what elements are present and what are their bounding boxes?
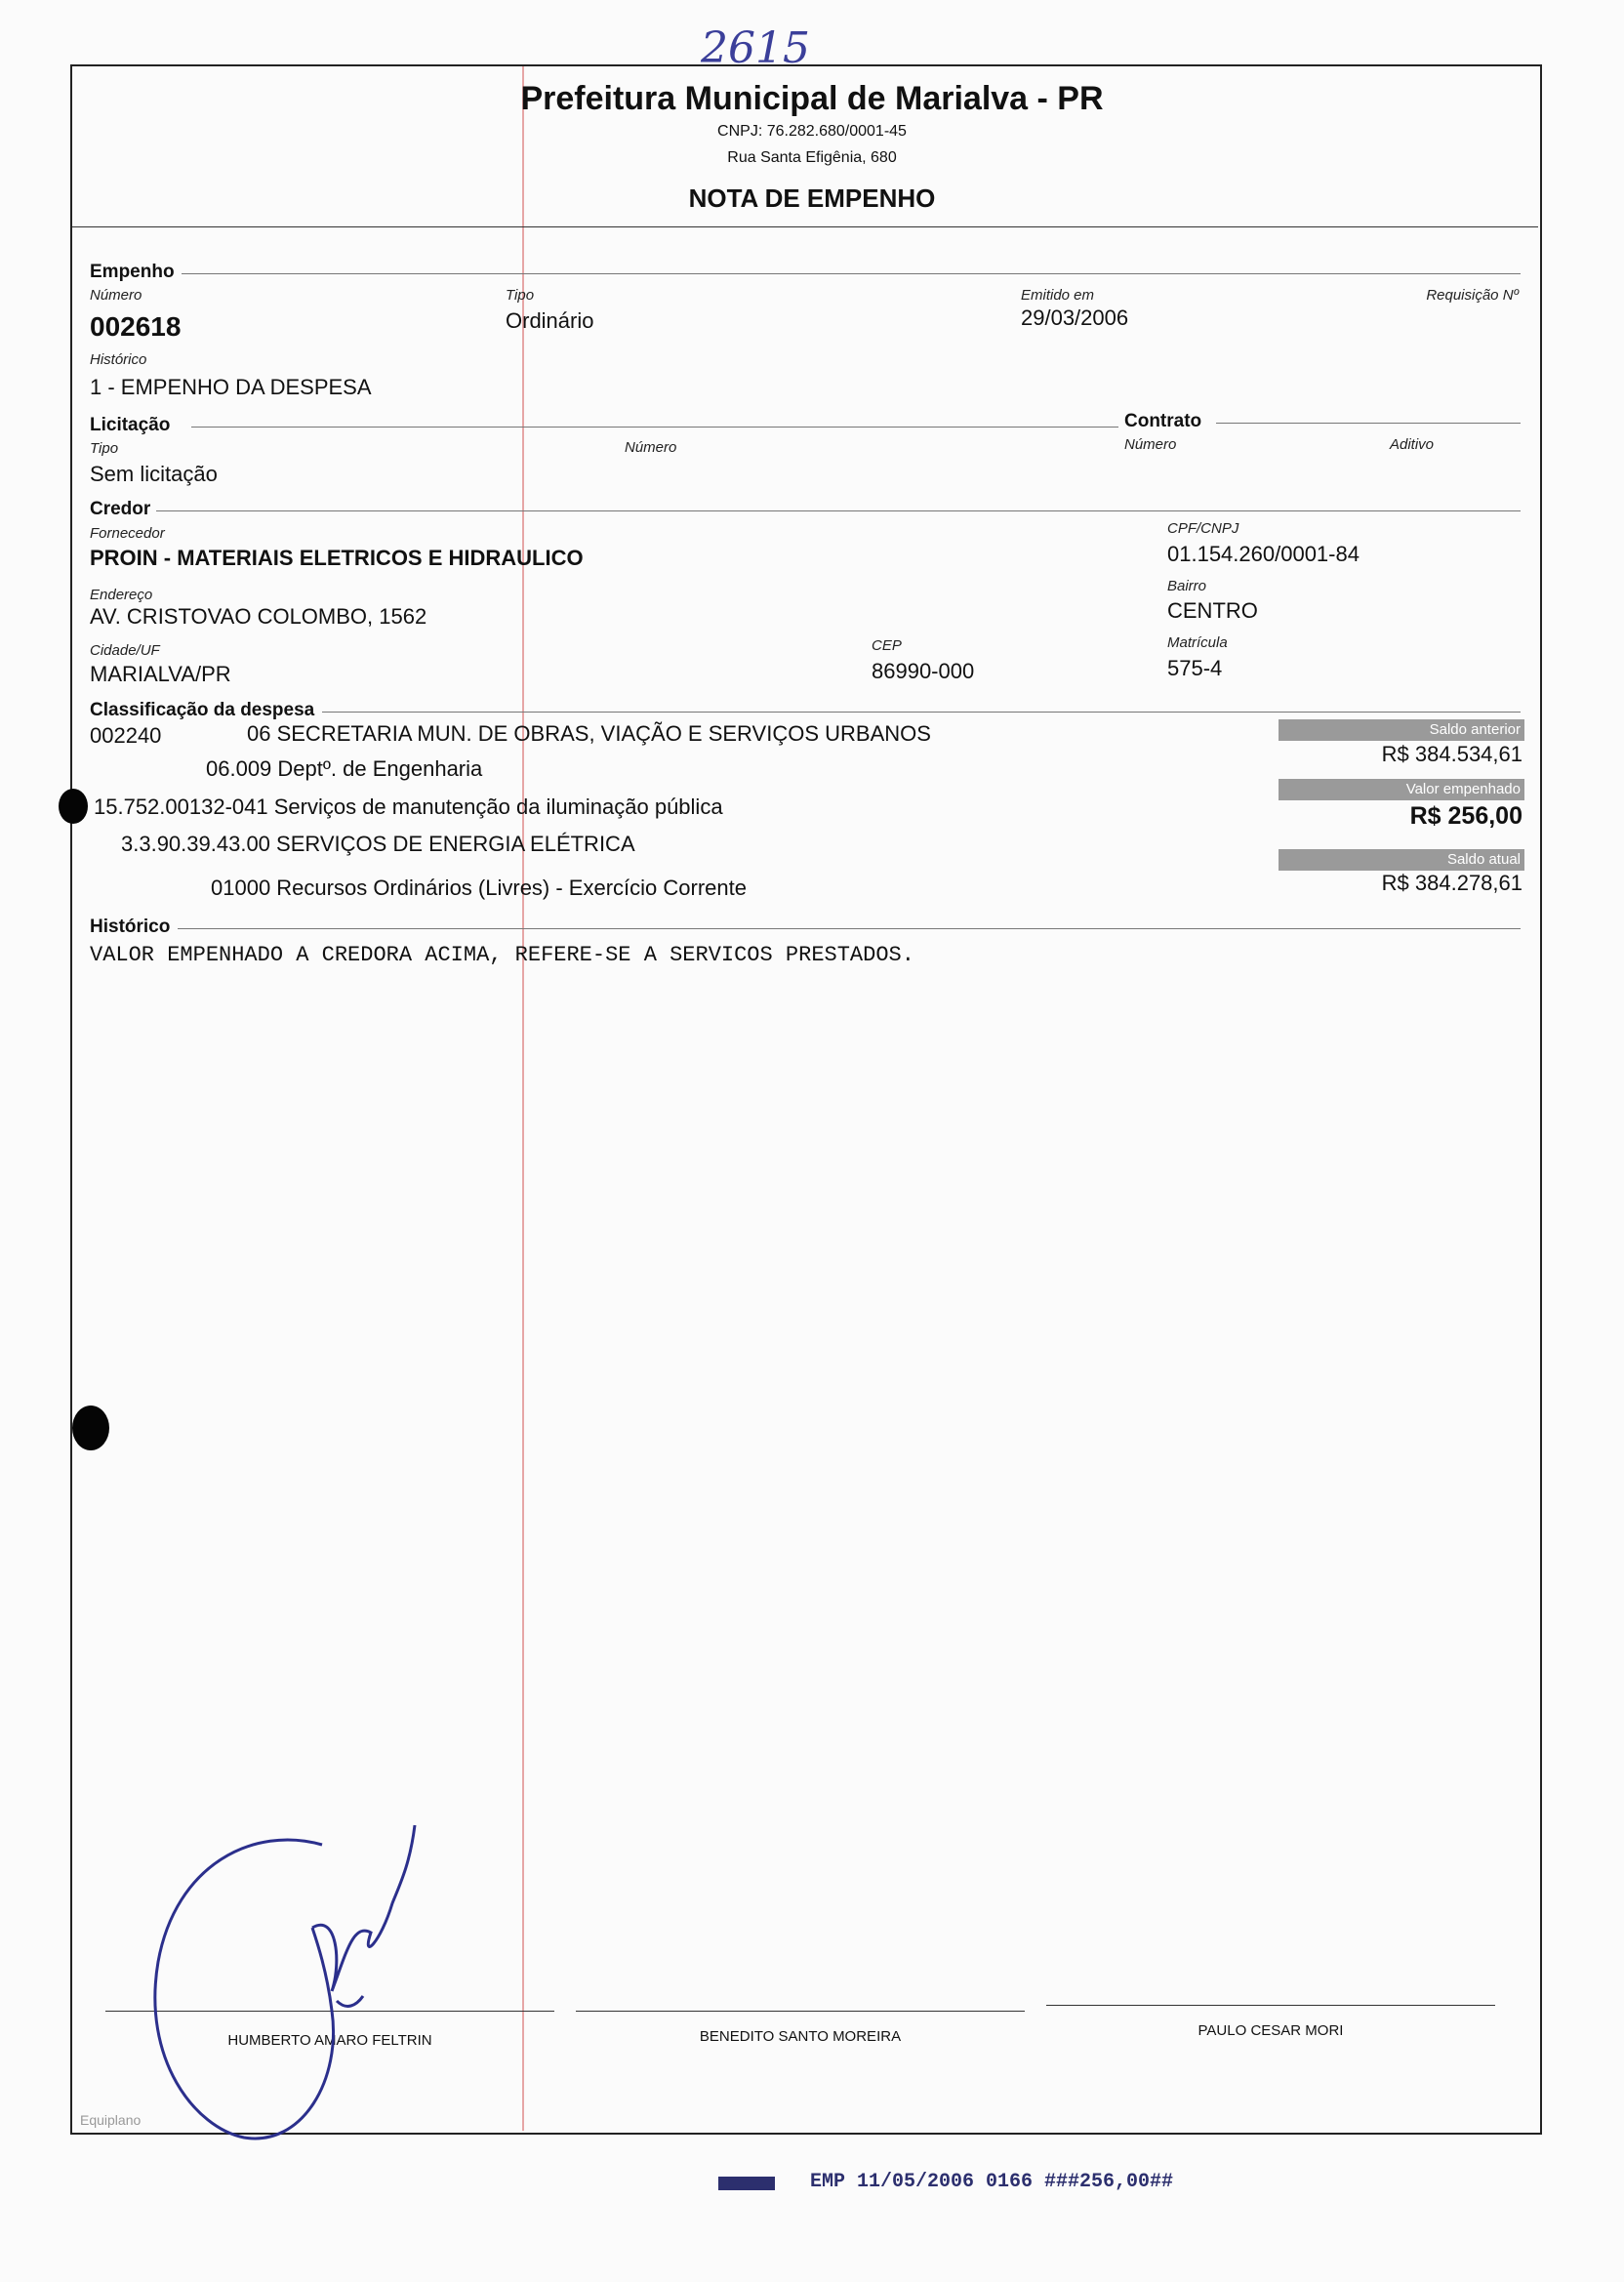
handwritten-signature xyxy=(137,1806,468,2167)
empenho-tipo: Ordinário xyxy=(506,308,594,333)
endereco-label: Endereço xyxy=(90,587,153,603)
signatory-2: BENEDITO SANTO MOREIRA xyxy=(699,2028,902,2045)
section-historico: Histórico xyxy=(90,917,171,937)
emitido-date: 29/03/2006 xyxy=(1021,306,1129,330)
cidade-value: MARIALVA/PR xyxy=(90,662,231,686)
cidade-label: Cidade/UF xyxy=(90,642,160,659)
section-contrato: Contrato xyxy=(1124,411,1202,431)
contrato-numero-label: Número xyxy=(1124,436,1177,453)
fornecedor-name: PROIN - MATERIAIS ELETRICOS E HIDRAULICO xyxy=(90,546,584,570)
software-credit: Equiplano xyxy=(80,2112,142,2128)
licitacao-tipo: Sem licitação xyxy=(90,462,218,486)
footer-stamp: EMP 11/05/2006 0166 ###256,00## xyxy=(810,2171,1174,2193)
classificacao-line2: 06.009 Deptº. de Engenharia xyxy=(206,756,483,781)
cep-value: 86990-000 xyxy=(872,659,975,683)
signature-line-2 xyxy=(576,2011,1025,2012)
endereco-value: AV. CRISTOVAO COLOMBO, 1562 xyxy=(90,604,427,629)
handwritten-page-number: 2615 xyxy=(701,23,810,73)
empenho-numero-label: Número xyxy=(90,287,142,304)
bairro-value: CENTRO xyxy=(1167,598,1258,623)
matricula-value: 575-4 xyxy=(1167,656,1223,680)
section-credor-rule xyxy=(156,510,1521,511)
signature-line-3 xyxy=(1046,2005,1495,2006)
cep-label: CEP xyxy=(872,637,902,654)
empenho-tipo-label: Tipo xyxy=(506,287,535,304)
binder-hole-bottom xyxy=(72,1406,109,1450)
signatory-1: HUMBERTO AMARO FELTRIN xyxy=(227,2032,432,2049)
classificacao-line3: 15.752.00132-041 Serviços de manutenção da iluminação pública xyxy=(94,795,723,819)
header-address: Rua Santa Efigênia, 680 xyxy=(727,149,897,166)
section-licitacao-rule xyxy=(191,427,1118,428)
empenho-numero: 002618 xyxy=(90,311,182,342)
valor-empenhado-label: Valor empenhado xyxy=(1279,779,1524,800)
section-empenho-rule xyxy=(182,273,1521,274)
binder-hole-top xyxy=(59,789,88,824)
classificacao-line4: 3.3.90.39.43.00 SERVIÇOS DE ENERGIA ELÉTRICA xyxy=(121,832,635,856)
header-cnpj: CNPJ: 76.282.680/0001-45 xyxy=(717,123,907,140)
section-credor: Credor xyxy=(90,499,151,519)
section-classificacao: Classificação da despesa xyxy=(90,700,315,720)
bairro-label: Bairro xyxy=(1167,578,1207,594)
section-classificacao-rule xyxy=(322,712,1521,713)
saldo-anterior-label: Saldo anterior xyxy=(1279,719,1524,741)
classificacao-line1: 06 SECRETARIA MUN. DE OBRAS, VIAÇÃO E SERVIÇOS URBANOS xyxy=(247,721,931,746)
saldo-anterior-value: R$ 384.534,61 xyxy=(1381,742,1522,766)
classificacao-code: 002240 xyxy=(90,723,162,748)
section-contrato-rule xyxy=(1216,423,1521,424)
section-licitacao: Licitação xyxy=(90,415,171,435)
valor-empenhado-value: R$ 256,00 xyxy=(1409,802,1522,830)
footer-stamp-logo xyxy=(718,2177,775,2190)
contrato-aditivo-label: Aditivo xyxy=(1390,436,1435,453)
fornecedor-label: Fornecedor xyxy=(90,525,165,542)
empenho-historico-label: Histórico xyxy=(90,351,147,368)
cpf-value: 01.154.260/0001-84 xyxy=(1167,542,1360,566)
document-title: NOTA DE EMPENHO xyxy=(688,183,936,213)
licitacao-tipo-label: Tipo xyxy=(90,440,119,457)
matricula-label: Matrícula xyxy=(1167,634,1228,651)
licitacao-numero-label: Número xyxy=(625,439,677,456)
page-title: Prefeitura Municipal de Marialva - PR xyxy=(520,80,1104,117)
saldo-atual-value: R$ 384.278,61 xyxy=(1381,871,1522,895)
header-divider xyxy=(72,226,1538,227)
requisicao-label: Requisição Nº xyxy=(1426,287,1519,304)
section-historico-rule xyxy=(178,928,1521,929)
cpf-label: CPF/CNPJ xyxy=(1167,520,1239,537)
saldo-atual-label: Saldo atual xyxy=(1279,849,1524,871)
historico-text: VALOR EMPENHADO A CREDORA ACIMA, REFERE-SE A SERVICOS PRESTADOS. xyxy=(90,943,914,967)
signatory-3: PAULO CESAR MORI xyxy=(1198,2022,1344,2039)
classificacao-line5: 01000 Recursos Ordinários (Livres) - Exercício Corrente xyxy=(211,876,747,900)
emitido-label: Emitido em xyxy=(1021,287,1095,304)
empenho-historico: 1 - EMPENHO DA DESPESA xyxy=(90,375,372,399)
section-empenho: Empenho xyxy=(90,262,175,282)
